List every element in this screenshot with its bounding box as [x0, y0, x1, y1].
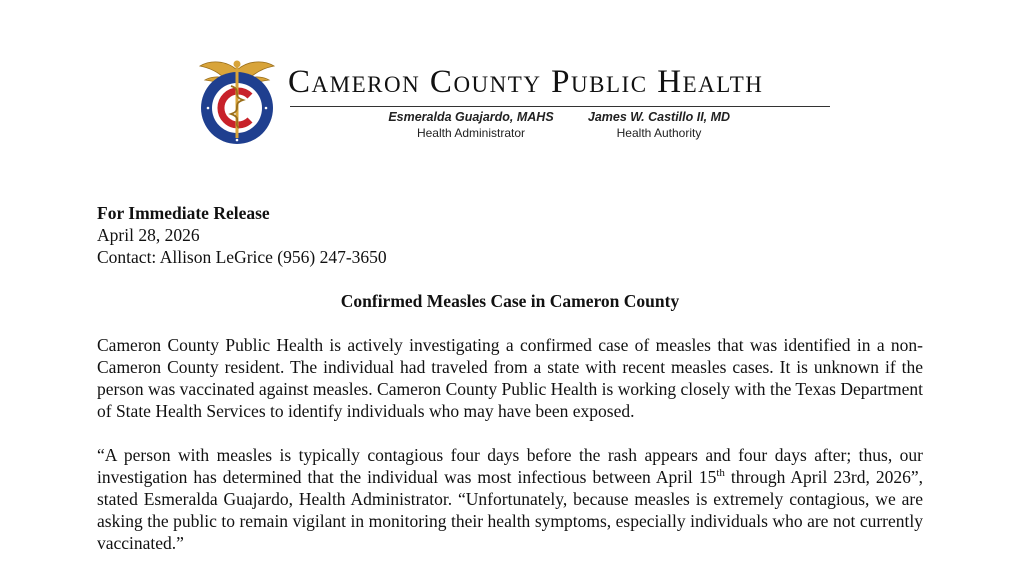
officer-title: Health Authority: [616, 126, 702, 140]
officer-title: Health Administrator: [416, 126, 526, 140]
officer-name: James W. Castillo II, MD: [587, 110, 731, 124]
release-date: April 28, 2026: [97, 225, 200, 245]
headline: Confirmed Measles Case in Cameron County: [340, 291, 680, 311]
release-contact: Contact: Allison LeGrice (956) 247-3650: [97, 247, 387, 267]
ordinal-suffix: th: [716, 467, 725, 480]
county-seal-logo: [196, 56, 278, 148]
release-label: For Immediate Release: [97, 203, 270, 223]
letterhead-divider: [290, 106, 830, 107]
officer-authority: [584, 110, 734, 140]
paragraph-quote: [97, 444, 923, 554]
document-body: [97, 202, 923, 554]
officer-name: Esmeralda Guajardo, MAHS: [388, 110, 554, 124]
organization-name: Cameron County Public Health: [288, 64, 764, 100]
paragraph-investigation: Cameron County Public Health is actively investigating a confirmed case of measles that was identified in a non-Cameron County resident. The individual had traveled from a state with recent measles cases. It is unknown if the person was vaccinated against measles. Cameron County Public Health is working closely with the Texas Department of State Health Services to identify individuals who may have been exposed.: [97, 335, 923, 421]
officer-administrator: [386, 110, 556, 140]
quote-text-part2: through April 23rd, 2026”, stated Esmeralda Guajardo, Health Administrator. “Unfortunately, because measles is extremely contagious, we are asking the public to remain vigilant in monitoring their health symptoms, especially individuals who are not currently vaccinated.”: [97, 467, 923, 553]
letterhead: [196, 56, 836, 152]
quote-text-part1: “A person with measles is typically contagious four days before the rash appears and four days after; thus, our investigation has determined that the individual was most infectious between April 15: [97, 445, 923, 487]
